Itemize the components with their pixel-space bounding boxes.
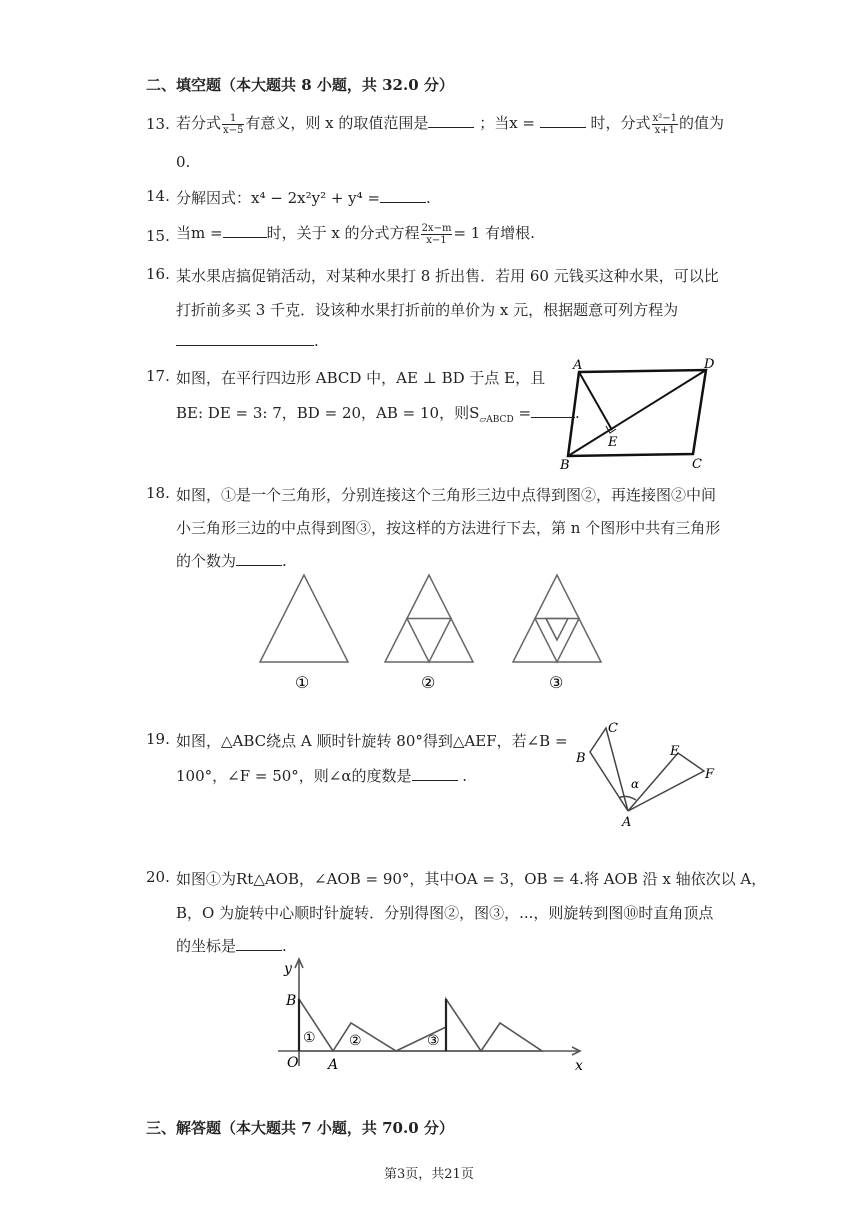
q15-text-b: 时，关于 x 的分式方程	[266, 224, 420, 242]
q18-triangles-figure	[255, 570, 615, 695]
question-14-number: 14.	[146, 187, 170, 205]
question-16-number: 16.	[146, 265, 170, 283]
triangle-figure-4	[446, 999, 481, 1051]
label-b: B	[560, 458, 570, 472]
label-o: O	[287, 1055, 299, 1071]
figure-label-2: ②	[421, 673, 436, 692]
question-20-number: 20.	[146, 868, 170, 886]
label-e: E	[608, 435, 618, 450]
label-c: C	[692, 457, 702, 472]
triangle-aef	[628, 753, 704, 811]
question-16-line3	[176, 332, 319, 350]
q15-text-a: 当m =	[176, 224, 223, 242]
q13-text-e: 的值为	[678, 114, 724, 132]
label-a: A	[573, 358, 583, 373]
q17-parallelogram-figure	[556, 357, 726, 472]
triangle-figure-2	[333, 1023, 396, 1051]
q20-end: .	[282, 937, 287, 955]
q16-end: .	[314, 332, 319, 350]
question-14-line	[176, 187, 431, 208]
q14-text: 分解因式：x⁴ − 2x²y² + y⁴ =	[176, 189, 381, 207]
section-title-fill-blank: 二、填空题（本大题共 8 小题，共 32.0 分）	[146, 76, 454, 94]
question-18-line3	[176, 550, 287, 571]
label-x: x	[575, 1058, 583, 1074]
triangle-abc	[590, 728, 628, 811]
q13-text-c: ；当x =	[479, 114, 535, 132]
q17-end: .	[575, 404, 580, 422]
triangle-figure-1	[260, 575, 348, 662]
q15-fraction: $\frac{2x-m}{x-1}$	[421, 222, 452, 246]
q20-answer-blank[interactable]	[236, 949, 282, 951]
question-20-line2: B，O 为旋转中心顺时针旋转．分别得图②，图③，...，则旋转到图⑩时直角顶点	[176, 904, 714, 922]
q14-answer-blank[interactable]	[380, 201, 426, 203]
label-y: y	[284, 961, 292, 977]
label-b: B	[286, 993, 297, 1009]
label-f: F	[705, 767, 715, 782]
question-18-line2: 小三角形三边的中点得到图③，按这样的方法进行下去，第 n 个图形中共有三角形	[176, 519, 721, 537]
triangle-figure-3	[513, 575, 601, 662]
q19-text: 100°，∠F = 50°，则∠α的度数是	[176, 767, 412, 785]
question-16-line1: 某水果店搞促销活动，对某种水果打 8 折出售．若用 60 元钱买这种水果，可以比	[176, 267, 719, 285]
q13-text-b: 有意义，则 x 的取值范围是	[245, 114, 429, 132]
label-c: C	[608, 721, 618, 736]
question-13-line2: 0.	[176, 153, 191, 171]
q13-fraction-2: $\frac{\text{x²−1}}{x+1}$	[652, 112, 677, 136]
triangle-figure-2	[385, 575, 473, 662]
question-20-line1: 如图①为Rt△AOB，∠AOB = 90°，其中OA = 3，OB = 4.将 AOB 沿 x 轴依次以 A，	[176, 870, 767, 888]
question-20-line3	[176, 935, 287, 956]
question-19-line1: 如图，△ABC绕点 A 顺时针旋转 80°得到△AEF，若∠B =	[176, 732, 568, 750]
question-19-line2	[176, 765, 467, 786]
figure-label-1: ①	[295, 673, 310, 692]
q14-end: .	[426, 189, 431, 207]
q15-answer-blank[interactable]	[223, 236, 267, 238]
q17-text: BE: DE = 3: 7，BD = 20，AB = 10，则S	[176, 404, 480, 422]
q19-rotation-figure	[568, 712, 728, 830]
figure-label-3: ③	[549, 673, 564, 692]
question-18-number: 18.	[146, 484, 170, 502]
question-15-number: 15.	[146, 227, 170, 245]
triangle-figure-5	[481, 1023, 542, 1051]
q20-coordinate-figure	[278, 954, 588, 1076]
q17-eq: =	[513, 404, 532, 422]
q15-text-c: = 1 有增根.	[453, 224, 535, 242]
q17-subscript: ▱ABCD	[479, 415, 514, 425]
question-18-line1: 如图，①是一个三角形，分别连接这个三角形三边中点得到图②，再连接图②中间	[176, 486, 717, 504]
q18-text: 的个数为	[176, 552, 237, 570]
q19-end: .	[462, 767, 468, 785]
q13-text-a: 若分式	[176, 114, 222, 132]
perpendicular-ae	[579, 372, 612, 430]
angle-alpha-arc	[619, 796, 636, 800]
question-13-number: 13.	[146, 115, 170, 133]
page-footer: 第3页，共21页	[384, 1167, 474, 1182]
q19-answer-blank[interactable]	[412, 779, 458, 781]
section-title-answer: 三、解答题（本大题共 7 小题，共 70.0 分）	[146, 1119, 454, 1137]
label-b: B	[576, 751, 586, 766]
q20-text: 的坐标是	[176, 937, 237, 955]
diagonal-bd	[568, 370, 706, 456]
question-19-number: 19.	[146, 730, 170, 748]
question-17-line1: 如图，在平行四边形 ABCD 中，AE ⊥ BD 于点 E，且	[176, 369, 546, 387]
q13-answer-blank-2[interactable]	[540, 126, 586, 128]
q18-answer-blank[interactable]	[236, 564, 282, 566]
label-a: A	[622, 815, 632, 830]
q16-answer-blank[interactable]	[176, 344, 314, 346]
question-17-number: 17.	[146, 367, 170, 385]
label-e: E	[670, 744, 680, 759]
figure-label-1: ①	[303, 1030, 316, 1046]
question-17-line2	[176, 402, 580, 425]
figure-label-2: ②	[349, 1033, 362, 1049]
q13-fraction-1: $\frac{1}{x-5}$	[223, 112, 244, 136]
label-a: A	[328, 1057, 339, 1073]
question-15-line	[176, 222, 535, 246]
question-13-line1	[176, 112, 724, 136]
figure-label-3: ③	[427, 1033, 440, 1049]
question-16-line2: 打折前多买 3 千克．设该种水果打折前的单价为 x 元，根据题意可列方程为	[176, 301, 679, 319]
q18-end: .	[282, 552, 287, 570]
label-alpha: α	[631, 777, 640, 791]
label-d: D	[704, 357, 715, 372]
q13-answer-blank-1[interactable]	[428, 126, 474, 128]
q13-text-d: 时，分式	[590, 114, 651, 132]
